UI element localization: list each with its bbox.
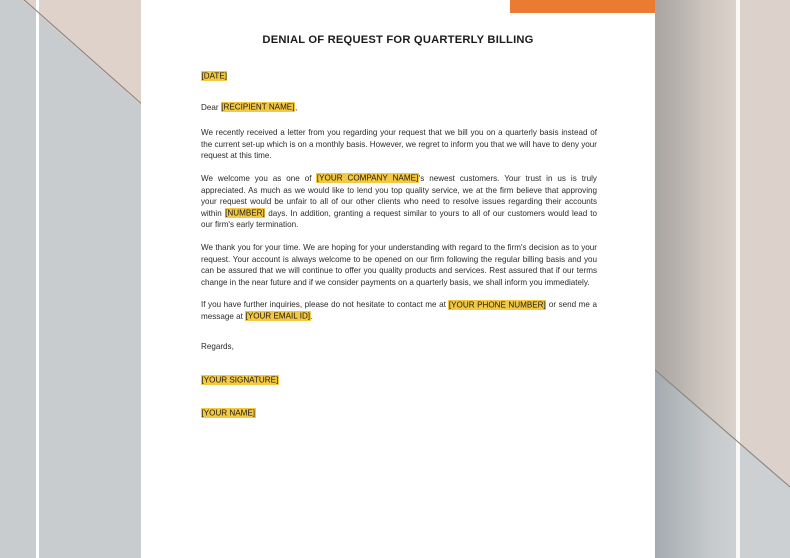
letter-content — [201, 70, 597, 419]
backdrop-right-divider — [736, 0, 740, 558]
paragraph-4-text-b: or send me a message at — [201, 300, 597, 321]
backdrop-left-panel-outer — [0, 0, 36, 558]
paragraph-4 — [201, 299, 597, 322]
phone-number-placeholder[interactable]: [YOUR PHONE NUMBER] — [448, 300, 546, 310]
document-body — [141, 0, 655, 558]
paragraph-3: We thank you for your time. We are hoping for your understanding with regard to the firm's decision as to your request. Your account is always welcome to be opened on our firm following the regular billing basis and you can be assured that we will continue to offer you quality products and services. Rest assured that if our terms change in the near future and if we consider payments on a quarterly basis, we shall inform you immediately. — [201, 242, 597, 287]
email-id-placeholder[interactable]: [YOUR EMAIL ID] — [245, 311, 311, 321]
document-title: DENIAL OF REQUEST FOR QUARTERLY BILLING — [262, 34, 534, 46]
salutation-suffix: , — [294, 102, 298, 112]
closing-line: Regards, — [201, 341, 234, 351]
backdrop-left-divider — [36, 0, 39, 558]
company-name-placeholder[interactable]: [YOUR COMPANY NAME] — [316, 173, 419, 183]
paragraph-2-text-c: days. In addition, granting a request similar to yours to all of our customers would lead to our firm's early termination. — [201, 208, 597, 230]
date-line — [201, 70, 597, 82]
salutation-line — [201, 102, 597, 114]
date-placeholder[interactable]: [DATE] — [201, 71, 227, 80]
signature-placeholder[interactable]: [YOUR SIGNATURE] — [201, 375, 279, 385]
paragraph-4-text-a: If you have further inquiries, please do not hesitate to contact me at — [201, 300, 449, 310]
paragraph-2 — [201, 173, 597, 231]
recipient-name-placeholder[interactable]: [RECIPIENT NAME] — [221, 102, 295, 112]
paragraph-4-text-c: . — [310, 311, 313, 321]
name-line — [201, 408, 597, 420]
document-page — [141, 0, 655, 558]
paragraph-2-text-b: 's newest customers. Your trust in us is truly appreciated. As much as we would like to lend you top quality service, we at the firm believe that approving your request would be unfair to all of our other clients who need to resolve issues regarding their accounts within — [201, 173, 597, 218]
paragraph-2-text-a: We welcome you as one of — [201, 173, 317, 183]
number-placeholder[interactable]: [NUMBER] — [225, 208, 265, 218]
signature-line — [201, 374, 597, 386]
paragraph-1: We recently received a letter from you regarding your request that we bill you on a quarterly basis instead of the current set-up which is on a monthly basis. However, we regret to inform you that we will have to deny your request at this time. — [201, 128, 597, 161]
name-placeholder[interactable]: [YOUR NAME] — [201, 408, 256, 418]
salutation-prefix: Dear — [201, 102, 221, 112]
